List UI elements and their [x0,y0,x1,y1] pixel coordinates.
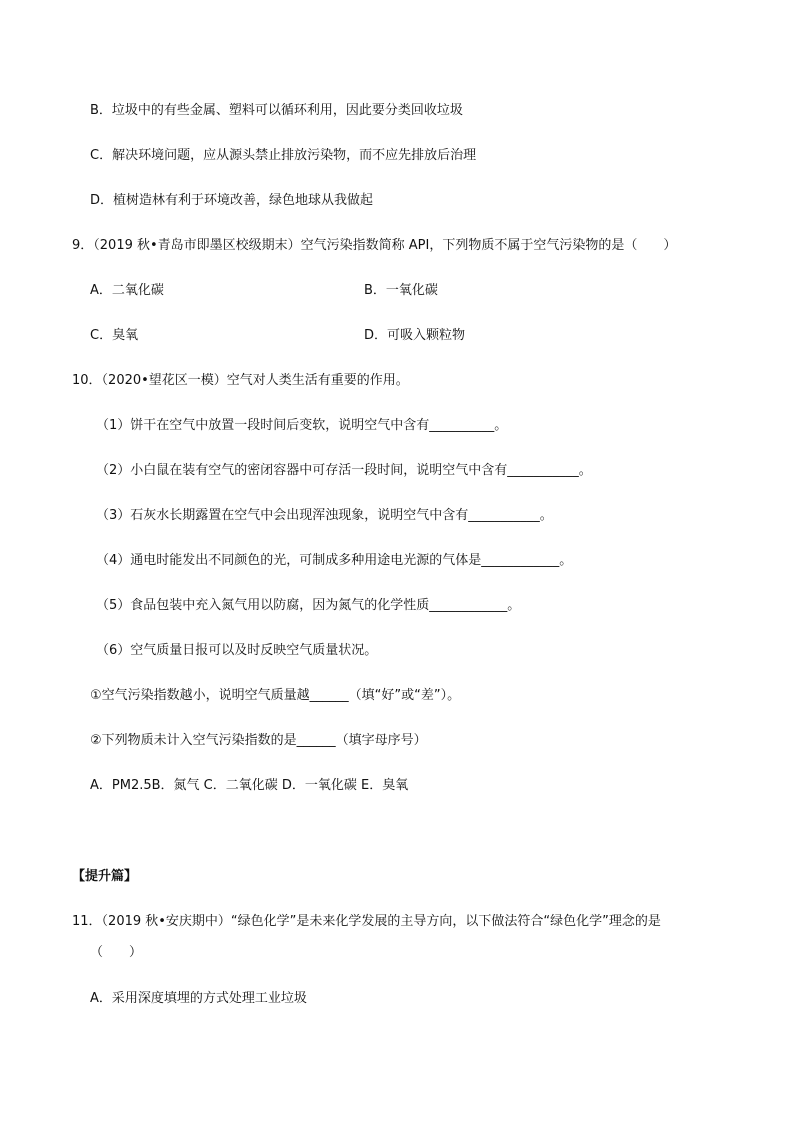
q8-option-d: D．植树造林有利于环境改善，绿色地球从我做起 [90,193,374,208]
q10-sub-1: ①空气污染指数越小，说明空气质量越______（填“好”或“差”）。 [90,688,461,703]
q9-option-a: A．二氧化碳 [90,283,164,298]
q9-option-d: D．可吸入颗粒物 [364,328,466,343]
q10-sub-2: ②下列物质未计入空气污染指数的是______（填字母序号） [90,733,427,748]
q11-stem: 11．（2019 秋•安庆期中）“绿色化学”是未来化学发展的主导方向，以下做法符合“绿色化学”理念的是 [72,914,661,929]
q10-part-4: （4）通电时能发出不同颜色的光，可制成多种用途电光源的气体是____________。 [96,553,573,568]
q9-option-c: C．臭氧 [90,328,139,343]
q8-option-b: B．垃圾中的有些金属、塑料可以循环利用，因此要分类回收垃圾 [90,103,463,118]
q9-stem: 9．（2019 秋•青岛市即墨区校级期末）空气污染指数简称 API，下列物质不属于空气污染物的是（ ） [72,238,677,253]
q10-part-6: （6）空气质量日报可以及时反映空气质量状况。 [96,643,378,658]
q11-option-a: A．采用深度填埋的方式处理工业垃圾 [90,991,307,1006]
q10-part-3: （3）石灰水长期露置在空气中会出现浑浊现象，说明空气中含有___________。 [96,508,553,523]
q10-sub-options: A．PM2.5B．氮气 C．二氧化碳 D．一氧化碳 E．臭氧 [90,778,409,793]
q10-part-1: （1）饼干在空气中放置一段时间后变软，说明空气中含有__________。 [96,418,508,433]
q10-stem: 10．（2020•望花区一模）空气对人类生活有重要的作用。 [72,373,409,388]
q11-stem-cont: （ ） [90,945,143,960]
q8-option-c: C．解决环境问题，应从源头禁止排放污染物，而不应先排放后治理 [90,148,477,163]
section-title: 【提升篇】 [72,869,138,884]
q10-part-2: （2）小白鼠在装有空气的密闭容器中可存活一段时间，说明空气中含有___________。 [96,463,592,478]
q9-option-b: B．一氧化碳 [364,283,438,298]
q10-part-5: （5）食品包装中充入氮气用以防腐，因为氮气的化学性质____________。 [96,598,521,613]
